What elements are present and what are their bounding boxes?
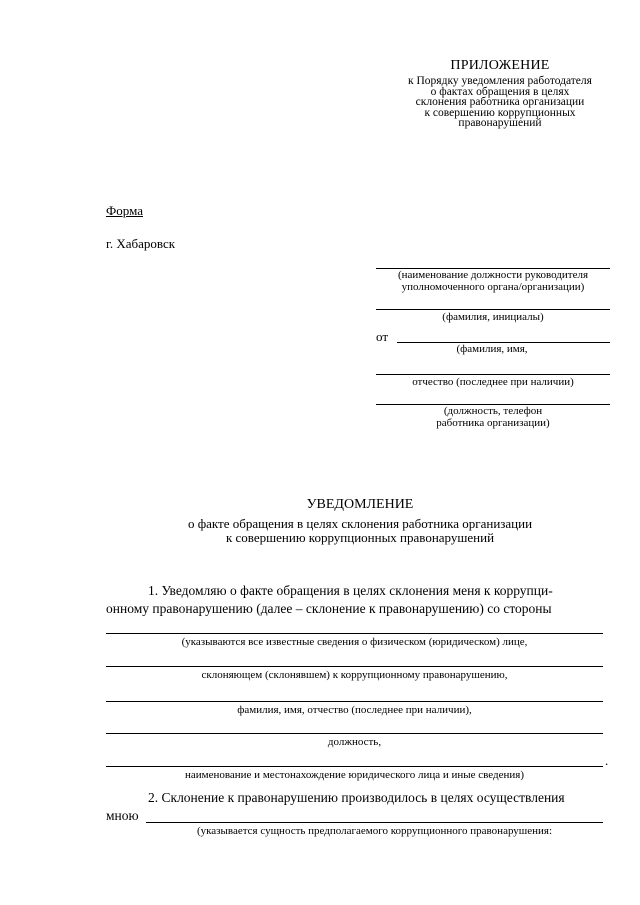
- inducer-caption: склоняющем (склонявшем) к коррупционному правонарушению,: [201, 669, 508, 681]
- legal-entity-line[interactable]: [106, 766, 603, 767]
- appendix-line: склонения работника организации: [415, 96, 585, 108]
- person-info-line[interactable]: [106, 633, 603, 634]
- initials-caption: (фамилия, инициалы): [442, 311, 544, 323]
- item1-line2: онному правонарушению (далее – склонение к правонарушению) со стороны: [106, 601, 552, 616]
- offense-essence-line[interactable]: [146, 822, 603, 823]
- initials-field-line[interactable]: [376, 309, 610, 310]
- job-caption: [376, 406, 610, 429]
- subtitle-line: о факте обращения в целях склонения работника организации: [187, 516, 533, 531]
- item2-prefix: мною: [106, 808, 139, 823]
- subtitle-line: к совершению коррупционных правонарушений: [225, 530, 495, 545]
- offense-essence-caption: (указывается сущность предполагаемого коррупционного правонарушения:: [196, 825, 553, 837]
- from-label: от: [376, 329, 389, 344]
- appendix-subtitle: [380, 76, 620, 129]
- fullname-caption: фамилия, имя, отчество (последнее при наличии),: [237, 704, 472, 716]
- appendix-line: о фактах обращения в целях: [430, 85, 570, 98]
- appendix-line: правонарушений: [458, 117, 542, 129]
- position-line[interactable]: [106, 733, 603, 734]
- person-info-caption: (указываются все известные сведения о физическом (юридическом) лице,: [181, 636, 528, 648]
- patronymic-caption: отчество (последнее при наличии): [412, 376, 574, 388]
- caption-line: (наименование должности руководителя: [397, 269, 589, 281]
- position-caption-item1: должность,: [327, 736, 382, 748]
- form-label: Форма: [106, 203, 143, 218]
- notice-title: УВЕДОМЛЕНИЕ: [306, 497, 414, 512]
- legal-entity-caption: наименование и местонахождение юридического лица и иные сведения): [184, 769, 525, 781]
- name-caption: (фамилия, имя,: [456, 343, 528, 355]
- item1-line1: 1. Уведомляю о факте обращения в целях склонения меня к коррупци-: [148, 583, 553, 598]
- appendix-line: к Порядку уведомления работодателя: [408, 75, 592, 87]
- fullname-line[interactable]: [106, 701, 603, 702]
- appendix-title: ПРИЛОЖЕНИЕ: [450, 58, 550, 73]
- caption-line: (должность, телефон: [443, 405, 543, 417]
- patronymic-field-line[interactable]: [376, 374, 610, 375]
- end-period: .: [605, 753, 609, 768]
- inducer-line[interactable]: [106, 666, 603, 667]
- position-caption: [376, 270, 610, 293]
- city-label: г. Хабаровск: [106, 236, 176, 251]
- notice-subtitle: [0, 517, 640, 545]
- item2-line1: 2. Склонение к правонарушению производилось в целях осуществления: [148, 790, 565, 805]
- caption-line: работника организации): [436, 416, 550, 429]
- appendix-line: к совершению коррупционных: [424, 106, 576, 119]
- caption-line: уполномоченного органа/организации): [401, 280, 585, 293]
